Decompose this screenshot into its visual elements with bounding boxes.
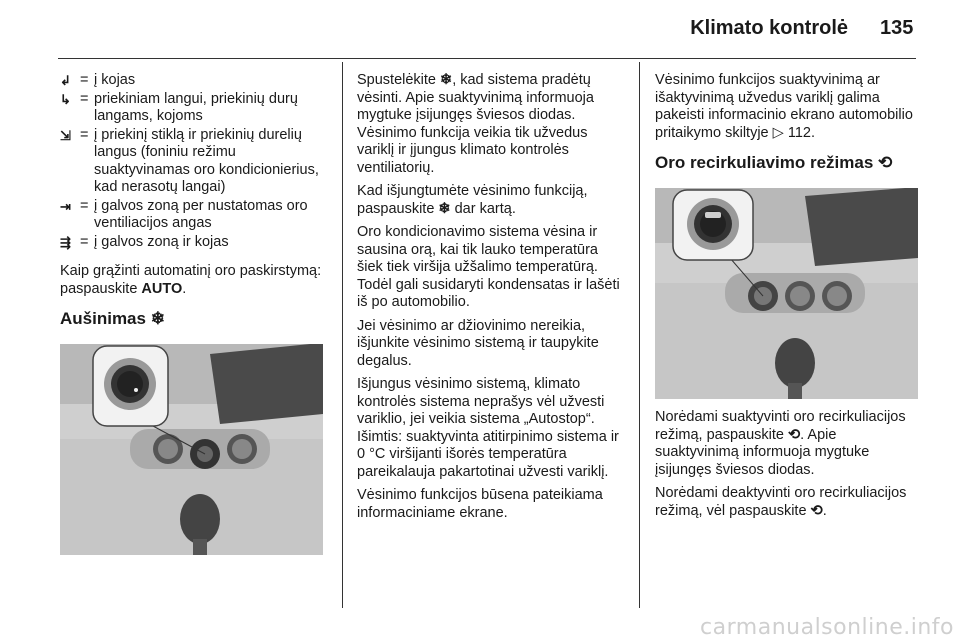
legend-equals: = <box>80 233 89 250</box>
legend-description: į galvos zoną ir kojas <box>94 233 229 250</box>
snowflake-icon: ❄ <box>438 200 451 217</box>
vehicle-personalisation-paragraph: Vėsinimo funkcijos suaktyvinimą ar išaktyvinimą užvedus variklį galima pakeisti informacinio ekrano automobilio pritaikymo skiltyje ▷ 112. <box>655 72 913 141</box>
airflow-feet-icon: ↲ <box>60 73 71 88</box>
recirculation-icon: ⟲ <box>810 502 823 519</box>
recirculation-activate-paragraph: Norėdami suaktyvinti oro recirkuliacijos režimą, paspauskite ⟲. Apie suaktyvinimą informuoja mygtuke įsijungęs šviesos diodas. <box>655 409 906 478</box>
middle-column <box>357 72 627 528</box>
right-column <box>655 72 920 526</box>
cooling-status-paragraph: Vėsinimo funkcijos būsena pateikiama informaciniame ekrane. <box>357 487 603 521</box>
legend-description: priekiniam langui, priekinių durų langams, kojoms <box>94 90 298 124</box>
autostop-paragraph: Išjungus vėsinimo sistemą, klimato kontrolės sistema neprašys vėl užvesti variklio, jei veikia sistema „Autostop“. Išimtis: suaktyvinta atitirpinimo sistema ir 0 °C viršijanti išorės temperatūra pareikalauja pakartotinai užvesti variklį. <box>357 376 619 480</box>
legend-description: į kojas <box>94 72 136 88</box>
page-title: Klimato kontrolė <box>690 17 848 39</box>
cooling-deactivate-paragraph: Kad išjungtumėte vėsinimo funkciją, paspauskite ❄ dar kartą. <box>357 183 588 217</box>
page-reference-arrow-icon: ▷ <box>772 124 784 141</box>
page-number: 135 <box>880 17 914 39</box>
legend-equals: = <box>80 126 89 143</box>
legend-description: į galvos zoną per nustatomas oro ventiliacijos angas <box>94 197 308 231</box>
legend-description: į priekinį stiklą ir priekinių durelių langus (foniniu režimu suaktyvinamas oro kondicionierius, kad nerasotų langai) <box>94 126 319 195</box>
top-rule <box>58 58 916 59</box>
recirculation-icon: ⟲ <box>787 426 801 443</box>
watermark: carmanualsonline.info <box>700 615 954 640</box>
legend-row <box>60 198 328 233</box>
column-divider-1 <box>342 62 343 608</box>
condensation-paragraph: Oro kondicionavimo sistema vėsina ir sausina orą, kai tik lauko temperatūra šiek tiek viršija užšalimo temperatūrą. Todėl gali susidaryti kondensatas ir lašėti iš po automobilio. <box>357 224 620 310</box>
recirculation-heading: Oro recirkuliavimo režimas ⟲ <box>655 153 893 172</box>
legend-equals: = <box>80 90 89 107</box>
legend-row <box>60 234 328 252</box>
airflow-head-feet-icon: ⇶ <box>60 234 71 250</box>
recirculation-icon: ⟲ <box>878 153 893 172</box>
airflow-windshield-icon: ⇲ <box>60 127 71 143</box>
legend-row <box>60 127 328 197</box>
cooling-activate-paragraph: Spustelėkite ❄, kad sistema pradėtų vėsinti. Apie suaktyvinimą informuoja mygtuke įsijungęs šviesos diodas. Vėsinimo funkcija veikia tik užvedus variklį ir įjungus klimato kontrolės ventiliatorių. <box>357 72 594 176</box>
left-column <box>60 72 328 565</box>
legend-equals: = <box>80 72 89 88</box>
auto-keyword: AUTO <box>141 280 183 297</box>
airflow-windshield-feet-icon: ↳ <box>60 91 71 107</box>
legend-equals: = <box>80 197 89 214</box>
airflow-legend <box>60 72 328 251</box>
snowflake-icon: ❄ <box>440 72 453 88</box>
auto-paragraph: Kaip grąžinti automatinį oro paskirstymą: paspauskite AUTO. <box>60 263 322 297</box>
cooling-heading: Aušinimas ❄ <box>60 309 165 328</box>
snowflake-icon: ❄ <box>150 309 165 328</box>
recirculation-deactivate-paragraph: Norėdami deaktyvinti oro recirkuliacijos režimą, vėl paspauskite ⟲. <box>655 485 907 519</box>
legend-row <box>60 91 328 126</box>
column-divider-2 <box>639 62 640 608</box>
fuel-saving-paragraph: Jei vėsinimo ar džiovinimo nereikia, išjunkite vėsinimo sistemą ir taupykite degalus. <box>357 317 599 369</box>
climate-panel-photo-cooling <box>60 344 323 555</box>
airflow-head-icon: ⇥ <box>60 198 71 214</box>
legend-row <box>60 72 328 90</box>
climate-panel-photo-recirculation <box>655 188 918 399</box>
